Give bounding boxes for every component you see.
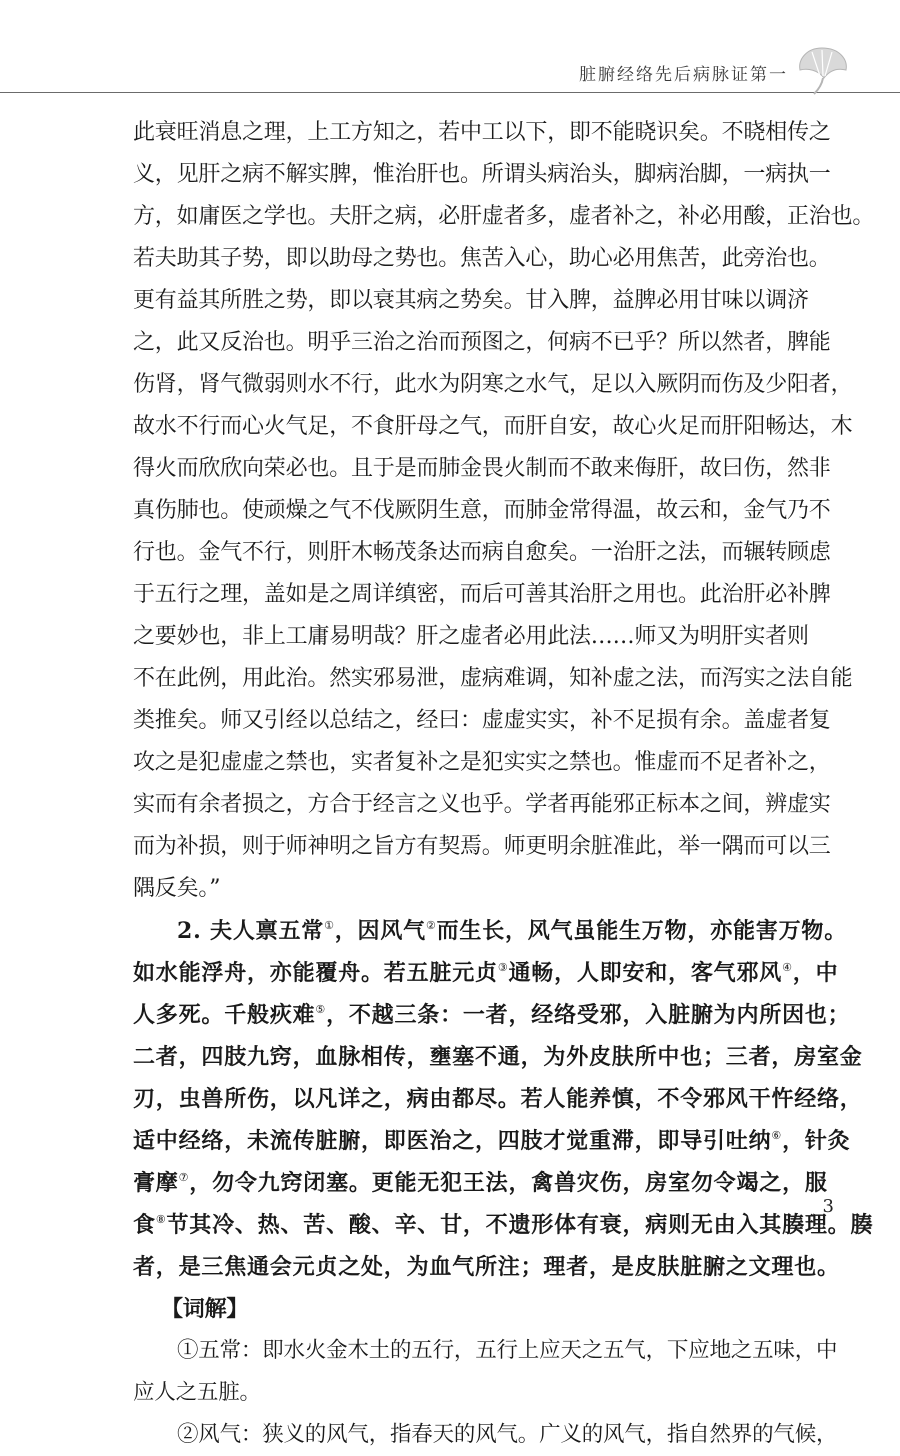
page-body [133,112,875,1456]
text-line: 而为补损，则于师神明之旨方有契焉。师更明余脏准此，举一隅而可以三 [133,834,831,859]
glossary-heading: 【词解】 [161,1296,249,1322]
text-line: 义，见肝之病不解实脾，惟治肝也。所谓头病治头，脚病治脚，一病执一 [133,162,831,187]
text-line: 二者，四肢九窍，血脉相传，壅塞不通，为外皮肤所中也；三者，房室金 [133,1044,863,1070]
text-line: 于五行之理，盖如是之周详缜密，而后可善其治肝之用也。此治肝必补脾 [133,582,831,607]
text-line: 攻之是犯虚虚之禁也，实者复补之是犯实实之禁也。惟虚而不足者补之， [133,750,831,775]
text-line: 此衰旺消息之理，上工方知之，若中工以下，即不能晓识矣。不晓相传之 [133,120,831,145]
footnote-marker[interactable]: ⑦ [178,1171,190,1184]
text-line: 类推矣。师又引经以总结之，经曰：虚虚实实，补不足损有余。盖虚者复 [133,708,831,733]
footnote-marker[interactable]: ② [425,919,437,932]
header-rule [0,92,900,93]
text-line: 不在此例，用此治。然实邪易泄，虚病难调，知补虚之法，而泻实之法自能 [133,666,853,691]
paragraph-number: 2. [177,918,202,944]
footnote-marker[interactable]: ① [324,919,335,932]
text-line: 如水能浮舟，亦能覆舟。若五脏元贞③通畅，人即安和，客气邪风④，中 [133,960,839,986]
text-line: 真伤肺也。使顽燥之气不伐厥阴生意，而肺金常得温，故云和，金气乃不 [133,498,831,523]
footnote-marker[interactable]: ④ [782,961,793,974]
footnote-marker[interactable]: ⑥ [771,1129,783,1142]
footnote-marker[interactable]: ⑧ [155,1213,167,1226]
running-head-title: 脏腑经络先后病脉证第一 [579,65,788,85]
text-line: 食⑧节其冷、热、苦、酸、辛、甘，不遗形体有衰，病则无由入其腠理。腠 [133,1212,874,1238]
text-line: 实而有余者损之，方合于经言之义也乎。学者再能邪正标本之间，辨虚实 [133,792,831,817]
text-line: 更有益其所胜之势，即以衰其病之势矣。甘入脾，益脾必用甘味以调济 [133,288,809,313]
text-line: 适中经络，未流传脏腑，即医治之，四肢才觉重滞，即导引吐纳⑥，针灸 [133,1128,851,1154]
text-line: 方，如庸医之学也。夫肝之病，必肝虚者多，虚者补之，补必用酸，正治也。 [133,204,875,229]
text-line: 膏摩⑦，勿令九窍闭塞。更能无犯王法，禽兽灾伤，房室勿令竭之，服 [133,1170,828,1196]
glossary-note: 应人之五脏。 [133,1380,261,1405]
footnote-marker[interactable]: ③ [497,961,509,974]
text-line: 若夫助其子势，即以助母之势也。焦苦入心，助心必用焦苦，此旁治也。 [133,246,831,271]
text-line: 人多死。千般疢难⑤，不越三条：一者，经络受邪，入脏腑为内所因也； [133,1002,851,1028]
glossary-section [133,1288,838,1456]
footnote-marker[interactable]: ⑤ [315,1003,327,1016]
paragraph-original-text-2 [133,910,874,1288]
glossary-note: ②风气：狭义的风气，指春天的风气。广义的风气，指自然界的气候， [177,1422,838,1447]
ginkgo-leaf-icon [792,38,852,98]
paragraph-commentary [133,112,875,910]
text-line: 伤肾，肾气微弱则水不行，此水为阴寒之水气，足以入厥阴而伤及少阳者， [133,372,853,397]
text-line: 之要妙也，非上工庸易明哉？肝之虚者必用此法……师又为明肝实者则 [133,624,809,649]
text-line: 之，此又反治也。明乎三治之治而预图之，何病不已乎？所以然者，脾能 [133,330,831,355]
text-line: 行也。金气不行，则肝木畅茂条达而病自愈矣。一治肝之法，而辗转顾虑 [133,540,831,565]
page-number: 3 [822,1196,834,1217]
text-line: 者，是三焦通会元贞之处，为血气所注；理者，是皮肤脏腑之文理也。 [133,1254,840,1280]
glossary-note: ①五常：即水火金木土的五行，五行上应天之五气，下应地之五味，中 [177,1338,838,1363]
text-line: 得火而欣欣向荣必也。且于是而肺金畏火制而不敢来侮肝，故曰伤，然非 [133,456,831,481]
text-line: 故水不行而心火气足，不食肝母之气，而肝自安，故心火足而肝阳畅达，木 [133,414,853,439]
text-line: 2. 夫人禀五常①，因风气②而生长，风气虽能生万物，亦能害万物。 [177,918,848,944]
text-line: 隅反矣。” [133,876,221,901]
text-line: 刃，虫兽所伤，以凡详之，病由都尽。若人能养慎，不令邪风干忤经络， [133,1086,863,1112]
